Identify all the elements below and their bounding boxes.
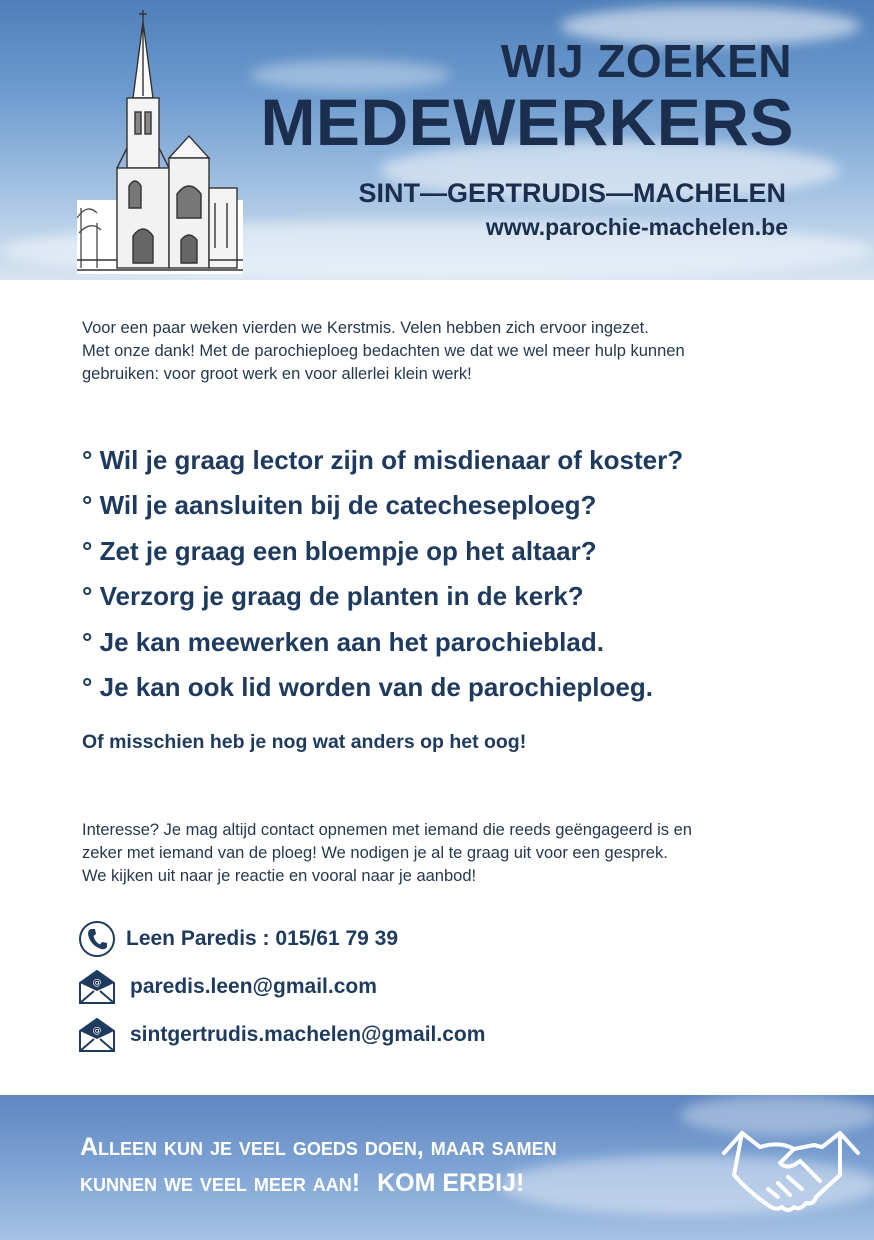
- list-item: ° Verzorg je graag de planten in de kerk?: [82, 581, 584, 612]
- join-call: KOM ERBIJ!: [377, 1169, 525, 1197]
- title-line2: MEDEWERKERS: [260, 85, 794, 159]
- list-item: ° Zet je graag een bloempje op het altaar?: [82, 535, 597, 566]
- svg-text:@: @: [92, 978, 102, 988]
- email-icon: [78, 969, 116, 1005]
- list-item: ° Je kan ook lid worden van de parochieploeg.: [82, 671, 653, 702]
- title-line1: WIJ ZOEKEN: [500, 35, 792, 87]
- interest-line: Interesse? Je mag altijd contact opnemen met iemand die reeds geëngageerd is en: [82, 821, 692, 839]
- website-link[interactable]: www.parochie-machelen.be: [485, 214, 788, 240]
- intro-paragraph: [82, 317, 812, 386]
- email-link[interactable]: sintgertrudis.machelen@gmail.com: [130, 1023, 486, 1046]
- footer-line2-part1: kunnen we veel meer aan!: [80, 1169, 361, 1197]
- svg-text:@: @: [92, 1026, 102, 1036]
- intro-line: gebruiken: voor groot werk en voor allerlei klein werk!: [82, 365, 472, 383]
- intro-line: Met onze dank! Met de parochieploeg bedachten we dat we wel meer hulp kunnen: [82, 342, 685, 360]
- parish-name: SINT—GERTRUDIS—MACHELEN: [358, 178, 786, 208]
- email-icon: [78, 1017, 116, 1053]
- intro-line: Voor een paar weken vierden we Kerstmis. Velen hebben zich ervoor ingezet.: [82, 319, 649, 337]
- interest-line: We kijken uit naar je reactie en vooral naar je aanbod!: [82, 867, 477, 885]
- volunteer-list: [82, 442, 842, 714]
- interest-paragraph: [82, 819, 812, 888]
- list-item: ° Wil je graag lector zijn of misdienaar of koster?: [82, 445, 684, 475]
- header-banner: [0, 0, 874, 280]
- contact-email-2: [78, 1017, 485, 1053]
- contact-email-1: [78, 969, 377, 1005]
- church-drawing-icon: [77, 8, 243, 274]
- phone-text[interactable]: Leen Paredis : 015/61 79 39: [126, 927, 399, 950]
- interest-line: zeker met iemand van de ploeg! We nodigen je al te graag uit voor een gesprek.: [82, 844, 668, 862]
- handshake-icon: [720, 1123, 862, 1218]
- contact-phone: [78, 920, 398, 958]
- footer-line2: [80, 1165, 720, 1201]
- list-item: ° Je kan meewerken aan het parochieblad.: [82, 626, 604, 657]
- footer-slogan: [80, 1129, 720, 1201]
- footer-banner: [0, 1095, 874, 1240]
- other-note: Of misschien heb je nog wat anders op het oog!: [82, 731, 527, 753]
- list-item: ° Wil je aansluiten bij de catecheseploeg?: [82, 490, 597, 521]
- email-link[interactable]: paredis.leen@gmail.com: [130, 975, 377, 998]
- footer-line1: Alleen kun je veel goeds doen, maar samen: [80, 1133, 557, 1161]
- phone-icon: [78, 920, 116, 958]
